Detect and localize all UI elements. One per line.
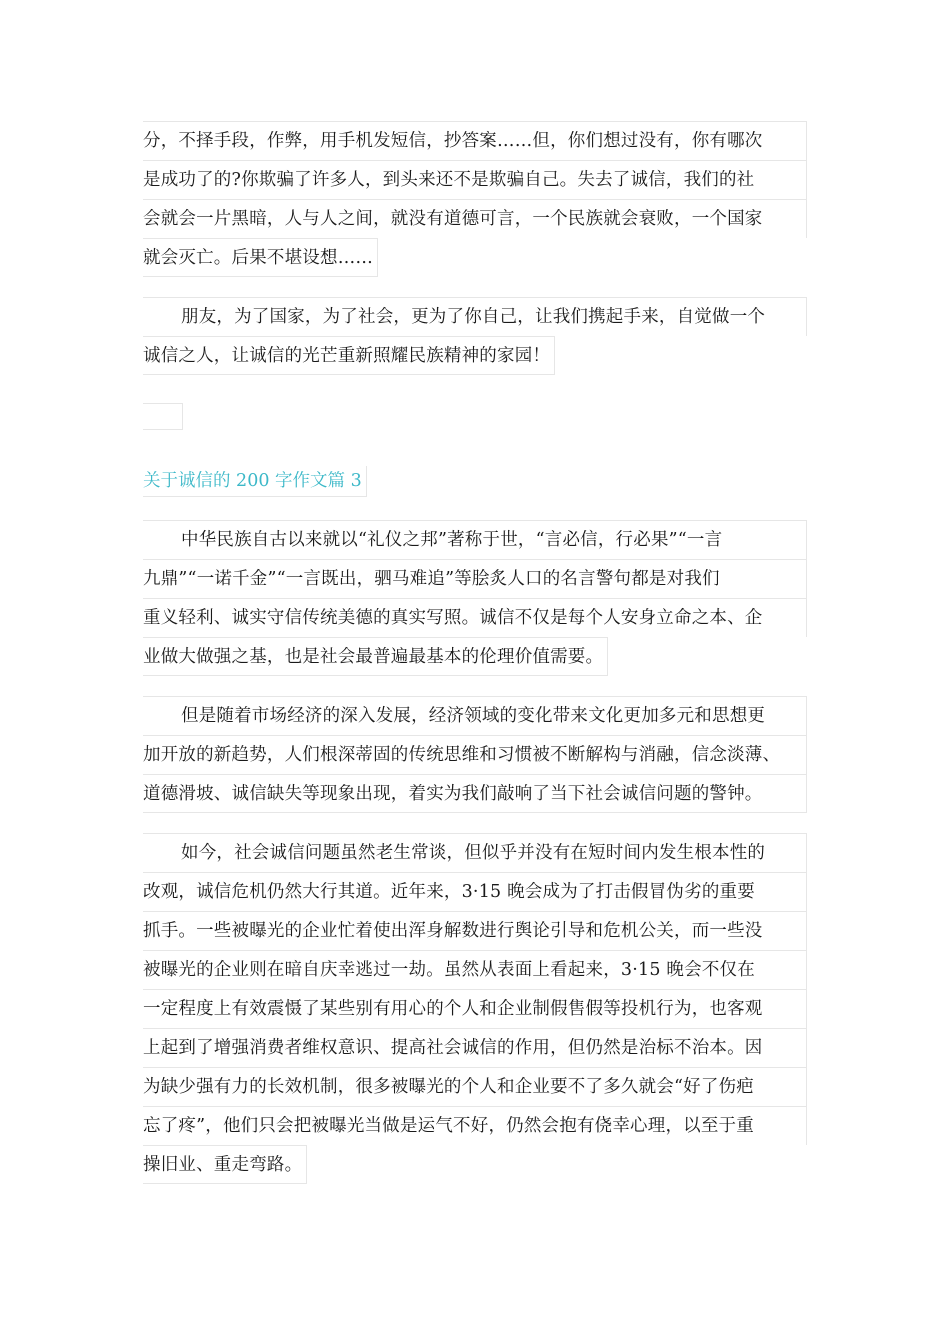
section-heading: 关于诚信的 200 字作文篇 3 xyxy=(143,466,367,497)
empty-text-box xyxy=(143,403,183,430)
text-line: 被曝光的企业则在暗自庆幸逃过一劫。虽然从表面上看起来，3·15 晚会不仅在 xyxy=(143,950,807,989)
text-line: 是成功了的?你欺骗了许多人，到头来还不是欺骗自己。失去了诚信，我们的社 xyxy=(143,160,807,199)
text-line: 抓手。一些被曝光的企业忙着使出浑身解数进行舆论引导和危机公关，而一些没 xyxy=(143,911,807,950)
text-line: 道德滑坡、诚信缺失等现象出现，着实为我们敲响了当下社会诚信问题的警钟。 xyxy=(143,774,807,813)
text-line: 诚信之人，让诚信的光芒重新照耀民族精神的家园！ xyxy=(143,336,555,375)
text-line: 会就会一片黑暗，人与人之间，就没有道德可言，一个民族就会衰败，一个国家 xyxy=(143,199,807,238)
text-line: 忘了疼”，他们只会把被曝光当做是运气不好，仍然会抱有侥幸心理，以至于重 xyxy=(143,1106,807,1145)
text-line: 如今，社会诚信问题虽然老生常谈，但似乎并没有在短时间内发生根本性的 xyxy=(143,833,807,872)
text-line: 就会灭亡。后果不堪设想…… xyxy=(143,238,378,277)
paragraph-3 xyxy=(143,520,807,680)
text-line: 重义轻利、诚实守信传统美德的真实写照。诚信不仅是每个人安身立命之本、企 xyxy=(143,598,807,637)
paragraph-1 xyxy=(143,121,807,281)
text-line: 加开放的新趋势，人们根深蒂固的传统思维和习惯被不断解构与消融，信念淡薄、 xyxy=(143,735,807,774)
text-line: 九鼎”“一诺千金”“一言既出，驷马难追”等脍炙人口的名言警句都是对我们 xyxy=(143,559,807,598)
paragraph-2 xyxy=(143,297,807,379)
text-line: 操旧业、重走弯路。 xyxy=(143,1145,307,1184)
text-line: 上起到了增强消费者维权意识、提高社会诚信的作用，但仍然是治标不治本。因 xyxy=(143,1028,807,1067)
paragraph-5 xyxy=(143,833,807,1188)
text-line: 中华民族自古以来就以“礼仪之邦”著称于世，“言必信，行必果”“一言 xyxy=(143,520,807,559)
text-line: 为缺少强有力的长效机制，很多被曝光的个人和企业要不了多久就会“好了伤疤 xyxy=(143,1067,807,1106)
text-line: 一定程度上有效震慑了某些别有用心的个人和企业制假售假等投机行为，也客观 xyxy=(143,989,807,1028)
text-line: 朋友，为了国家，为了社会，更为了你自己，让我们携起手来，自觉做一个 xyxy=(143,297,807,336)
paragraph-4 xyxy=(143,696,807,813)
text-line: 业做大做强之基，也是社会最普遍最基本的伦理价值需要。 xyxy=(143,637,608,676)
text-line: 分，不择手段，作弊，用手机发短信，抄答案……但，你们想过没有，你有哪次 xyxy=(143,121,807,160)
text-line: 改观，诚信危机仍然大行其道。近年来，3·15 晚会成为了打击假冒伪劣的重要 xyxy=(143,872,807,911)
text-line: 但是随着市场经济的深入发展，经济领域的变化带来文化更加多元和思想更 xyxy=(143,696,807,735)
